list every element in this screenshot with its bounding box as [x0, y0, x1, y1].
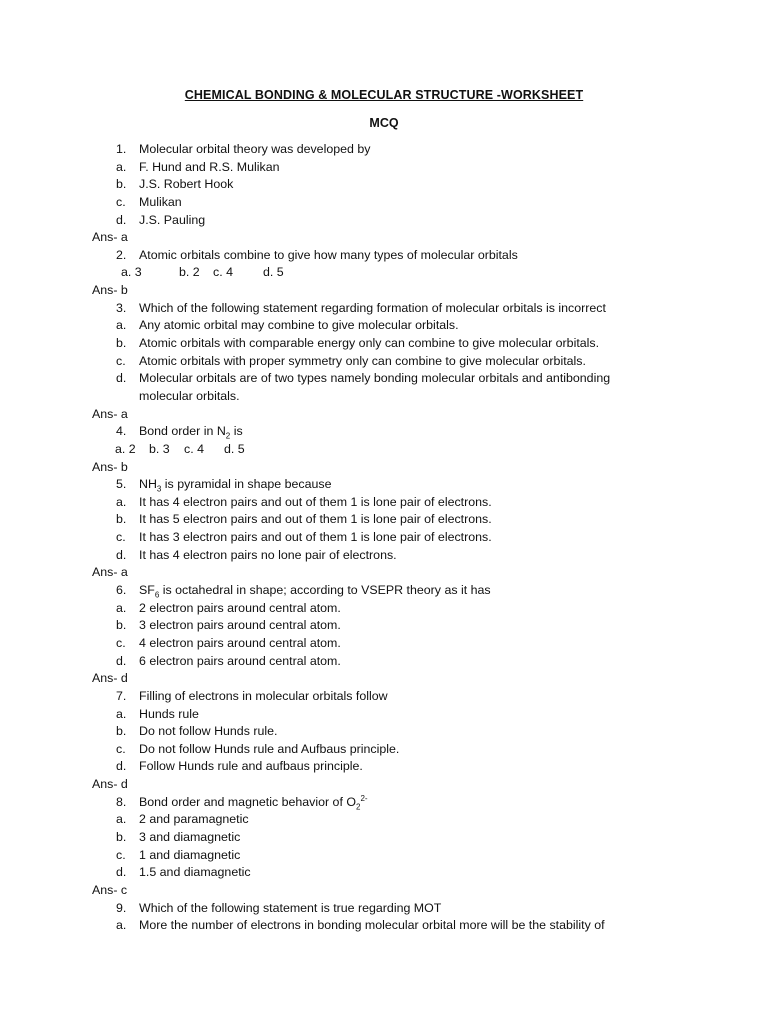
option	[92, 600, 712, 618]
option-text: d. 5	[263, 265, 284, 280]
option-text: Hunds rule	[139, 706, 199, 721]
option-text: c. 4	[184, 441, 204, 456]
option-text: a. 3	[121, 265, 142, 280]
question-number: 4.	[116, 424, 127, 439]
option	[92, 194, 712, 212]
answer-text: Ans- a	[92, 230, 128, 245]
option	[92, 511, 712, 529]
option-text: 4 electron pairs around central atom.	[139, 635, 341, 650]
answer-line	[92, 282, 712, 300]
option	[92, 529, 712, 547]
question-3	[92, 300, 712, 318]
subscript: 2	[355, 802, 361, 812]
question-text-part: Bond order in N	[139, 424, 226, 439]
option-letter: d.	[116, 865, 127, 880]
question-4	[92, 423, 712, 441]
option-letter: b.	[116, 512, 127, 527]
option-letter: b.	[116, 618, 127, 633]
option-letter: d.	[116, 371, 127, 386]
option-letter: c.	[116, 353, 126, 368]
question-number: 3.	[116, 300, 127, 315]
option-text: b. 3	[149, 441, 170, 456]
option-text: Follow Hunds rule and aufbaus principle.	[139, 759, 363, 774]
option-text: b. 2	[179, 265, 200, 280]
question-text	[139, 794, 368, 812]
option-letter: a.	[116, 318, 127, 333]
question-9	[92, 900, 712, 918]
question-text: Which of the following statement is true regarding MOT	[139, 900, 442, 915]
option	[92, 370, 712, 405]
option	[92, 829, 712, 847]
option-text: a. 2	[115, 441, 136, 456]
question-text: Atomic orbitals combine to give how many types of molecular orbitals	[139, 247, 518, 262]
question-text-part: Bond order and magnetic behavior of O	[139, 794, 356, 809]
question-number: 2.	[116, 247, 127, 262]
answer-text: Ans- b	[92, 283, 128, 298]
question-6	[92, 582, 712, 600]
option-letter: d.	[116, 547, 127, 562]
option-text: It has 4 electron pairs no lone pair of electrons.	[139, 547, 397, 562]
question-text-part: is octahedral in shape; according to VSEPR theory as it has	[159, 583, 491, 598]
option-text: d. 5	[224, 441, 245, 456]
question-text-part: NH	[139, 477, 157, 492]
worksheet-title: CHEMICAL BONDING & MOLECULAR STRUCTURE -WORKSHEET	[184, 88, 584, 102]
option-text: 2 and paramagnetic	[139, 812, 249, 827]
question-text	[139, 582, 491, 600]
option-letter: b.	[116, 724, 127, 739]
answer-text: Ans- c	[92, 882, 128, 897]
subscript: 3	[156, 484, 162, 494]
option-letter: b.	[116, 336, 127, 351]
option-text: c. 4	[213, 265, 233, 280]
answer-text: Ans- d	[92, 777, 128, 792]
option	[92, 917, 712, 935]
question-text	[139, 476, 331, 494]
inline-options	[92, 264, 712, 282]
answer-text: Ans- b	[92, 459, 128, 474]
answer-line	[92, 564, 712, 582]
option	[92, 706, 712, 724]
answer-line	[92, 229, 712, 247]
option	[92, 758, 712, 776]
superscript: 2-	[360, 793, 368, 803]
option	[92, 635, 712, 653]
section-heading: MCQ	[369, 116, 399, 130]
option	[92, 353, 712, 371]
option	[92, 847, 712, 865]
option-letter: d.	[116, 653, 127, 668]
option	[92, 317, 712, 335]
option-letter: a.	[116, 706, 127, 721]
question-number: 1.	[116, 142, 127, 156]
option	[92, 494, 712, 512]
question-number: 6.	[116, 583, 127, 598]
option	[92, 653, 712, 671]
answer-line	[92, 459, 712, 477]
question-5	[92, 476, 712, 494]
question-number: 8.	[116, 794, 127, 809]
option-text: Mulikan	[139, 194, 182, 209]
option	[92, 723, 712, 741]
option-letter: a.	[116, 600, 127, 615]
question-1	[92, 141, 712, 159]
option	[92, 212, 712, 230]
option-letter: a.	[116, 494, 127, 509]
question-text: Filling of electrons in molecular orbitals follow	[139, 688, 388, 703]
subscript: 2	[225, 431, 231, 441]
option	[92, 176, 712, 194]
answer-text: Ans- d	[92, 671, 128, 686]
option	[92, 159, 712, 177]
option-text: 6 electron pairs around central atom.	[139, 653, 341, 668]
question-number: 5.	[116, 477, 127, 492]
option-text: F. Hund and R.S. Mulikan	[139, 159, 280, 174]
option-letter: c.	[116, 741, 126, 756]
option-text: It has 5 electron pairs and out of them 1 is lone pair of electrons.	[139, 512, 492, 527]
option-text: Atomic orbitals with proper symmetry only can combine to give molecular orbitals.	[139, 353, 586, 368]
option-text: 2 electron pairs around central atom.	[139, 600, 341, 615]
option-letter: b.	[116, 830, 127, 844]
option-text: Do not follow Hunds rule.	[139, 724, 278, 739]
option-text: Molecular orbitals are of two types namely bonding molecular orbitals and antibonding molecular orbitals.	[139, 371, 611, 403]
question-number: 9.	[116, 900, 127, 915]
question-8	[92, 794, 712, 812]
answer-text: Ans- a	[92, 406, 128, 421]
option-text: Atomic orbitals with comparable energy only can combine to give molecular orbitals.	[139, 336, 600, 351]
question-7	[92, 688, 712, 706]
question-list	[92, 141, 712, 935]
question-text: Molecular orbital theory was developed by	[139, 142, 371, 156]
question-text	[139, 423, 243, 441]
question-text-part: is	[230, 424, 243, 439]
option	[92, 617, 712, 635]
question-text-part: SF	[139, 583, 155, 598]
question-number: 7.	[116, 688, 127, 703]
answer-line	[92, 882, 712, 900]
question-text: Which of the following statement regarding formation of molecular orbitals is incorrect	[139, 300, 606, 315]
option	[92, 811, 712, 829]
answer-text: Ans- a	[92, 565, 128, 580]
option-letter: c.	[116, 847, 126, 862]
option-text: It has 4 electron pairs and out of them 1 is lone pair of electrons.	[139, 494, 492, 509]
subscript: 6	[154, 590, 160, 600]
question-text-part: is pyramidal in shape because	[161, 477, 332, 492]
answer-line	[92, 776, 712, 794]
option-letter: a.	[116, 812, 127, 827]
option	[92, 547, 712, 565]
option-letter: a.	[116, 918, 127, 933]
option-text: 1.5 and diamagnetic	[139, 865, 251, 880]
inline-options	[92, 441, 712, 459]
option-text: It has 3 electron pairs and out of them 1 is lone pair of electrons.	[139, 530, 492, 545]
option-letter: c.	[116, 530, 126, 545]
option-text: Any atomic orbital may combine to give molecular orbitals.	[139, 318, 459, 333]
option	[92, 864, 712, 882]
question-2	[92, 247, 712, 265]
option	[92, 335, 712, 353]
option-letter: a.	[116, 159, 127, 174]
option-text: More the number of electrons in bonding molecular orbital more will be the stability of	[139, 918, 605, 933]
answer-line	[92, 406, 712, 424]
option-letter: c.	[116, 635, 126, 650]
option-text: J.S. Pauling	[139, 212, 206, 227]
option-text: 1 and diamagnetic	[139, 847, 241, 862]
option-letter: d.	[116, 212, 127, 227]
option	[92, 741, 712, 759]
option-text: Do not follow Hunds rule and Aufbaus principle.	[139, 741, 400, 756]
option-text: J.S. Robert Hook	[139, 177, 234, 192]
option-letter: c.	[116, 194, 126, 209]
answer-line	[92, 670, 712, 688]
option-text: 3 electron pairs around central atom.	[139, 618, 341, 633]
option-text: 3 and diamagnetic	[139, 830, 241, 844]
option-letter: d.	[116, 759, 127, 774]
option-letter: b.	[116, 177, 127, 192]
